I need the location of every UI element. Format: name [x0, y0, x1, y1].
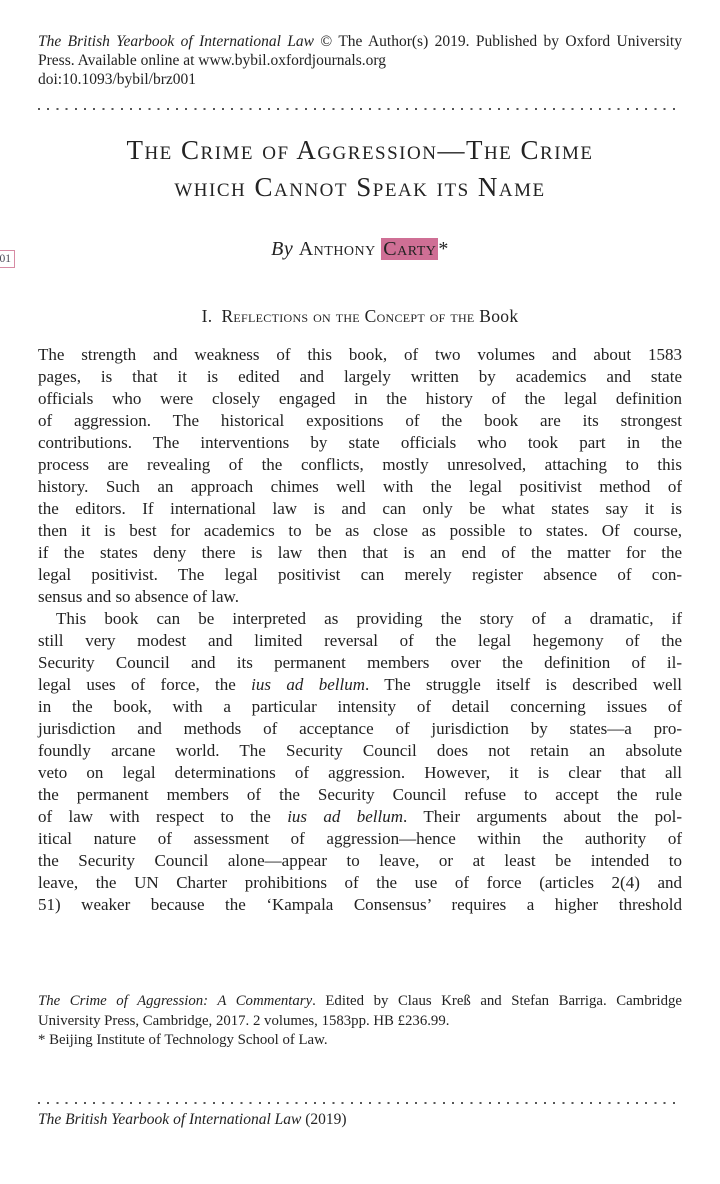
- text-line: legal uses of force, the ius ad bellum. The struggle itself is described well: [38, 675, 682, 694]
- text-line: This book can be interpreted as providing the story of a dramatic, if: [56, 609, 682, 628]
- article-title-line1: The Crime of Aggression—The Crime: [126, 135, 594, 165]
- footnote-block: [38, 992, 682, 1051]
- article-title-line2: which Cannot Speak its Name: [174, 172, 546, 202]
- article-title: [0, 132, 720, 206]
- author-last-name-highlight: Carty: [383, 238, 437, 260]
- text-line: pages, is that it is edited and largely written by academics and state: [38, 367, 682, 386]
- text-line: process are revealing of the conflicts, mostly unresolved, attaching to this: [38, 455, 682, 474]
- dotted-divider-top: [38, 108, 682, 110]
- journal-header: [38, 32, 682, 89]
- article-body: [38, 344, 682, 916]
- section-numeral: I.: [201, 306, 213, 326]
- text-line: Security Council and its permanent members over the definition of il-: [38, 653, 682, 672]
- text-line: veto on legal determinations of aggression. However, it is clear that all: [38, 763, 682, 782]
- byline-by: By: [271, 238, 294, 260]
- journal-footer: [38, 1110, 682, 1129]
- text-line: still very modest and limited reversal of the legal hegemony of the: [38, 631, 682, 650]
- margin-link-label: 01: [0, 253, 11, 265]
- text-line: of aggression. The historical expositions of the book are its strongest: [38, 411, 682, 430]
- text-line: Press. Available online at www.bybil.oxfordjournals.org: [38, 52, 386, 69]
- text-line: sensus and so absence of law.: [38, 587, 239, 606]
- text-line: leave, the UN Charter prohibitions of the use of force (articles 2(4) and: [38, 873, 682, 892]
- text-line: The British Yearbook of International Law (2019): [38, 1111, 347, 1128]
- text-line: 51) weaker because the ‘Kampala Consensus’ requires a higher threshold: [38, 895, 682, 914]
- text-line: if the states deny there is law then that is an end of the matter for the: [38, 543, 682, 562]
- text-line: contributions. The interventions by state officials who took part in the: [38, 433, 682, 452]
- text-line: history. Such an approach chimes well with the legal positivist method of: [38, 477, 682, 496]
- text-line: The strength and weakness of this book, of two volumes and about 1583: [38, 345, 682, 364]
- section-heading: [38, 306, 682, 327]
- text-line: in the book, with a particular intensity of detail concerning issues of: [38, 697, 682, 716]
- section-heading-trailing: Book: [479, 306, 519, 326]
- text-line: The British Yearbook of International Law © The Author(s) 2019. Published by Oxford University: [38, 33, 682, 50]
- text-line: then it is best for academics to be as close as possible to states. Of course,: [38, 521, 682, 540]
- text-line: itical nature of assessment of aggression—hence within the authority of: [38, 829, 682, 848]
- text-line: legal positivist. The legal positivist can merely register absence of con-: [38, 565, 682, 584]
- text-line: the editors. If international law is and can only be what states say it is: [38, 499, 682, 518]
- text-line: officials who were closely engaged in the history of the legal definition: [38, 389, 682, 408]
- text-line: The Crime of Aggression: A Commentary. Edited by Claus Kreß and Stefan Barriga. Cambridge: [38, 993, 682, 1009]
- text-line: the permanent members of the Security Council refuse to accept the rule: [38, 785, 682, 804]
- author-footnote-symbol: *: [438, 238, 449, 260]
- text-line: * Beijing Institute of Technology School of Law.: [38, 1032, 328, 1048]
- section-heading-text: Reflections on the Concept of the: [221, 306, 475, 326]
- text-line: jurisdiction and methods of acceptance of jurisdiction by states—a pro-: [38, 719, 682, 738]
- byline: [0, 238, 720, 261]
- text-line: foundly arcane world. The Security Council does not retain an absolute: [38, 741, 682, 760]
- author-first-name: Anthony: [298, 238, 376, 260]
- text-line: of law with respect to the ius ad bellum. Their arguments about the pol-: [38, 807, 683, 826]
- dotted-divider-bottom: [38, 1102, 682, 1104]
- text-line: doi:10.1093/bybil/brz001: [38, 71, 197, 88]
- text-line: University Press, Cambridge, 2017. 2 volumes, 1583pp. HB £236.99.: [38, 1012, 450, 1029]
- text-line: the Security Council alone—appear to leave, or at least be intended to: [38, 851, 682, 870]
